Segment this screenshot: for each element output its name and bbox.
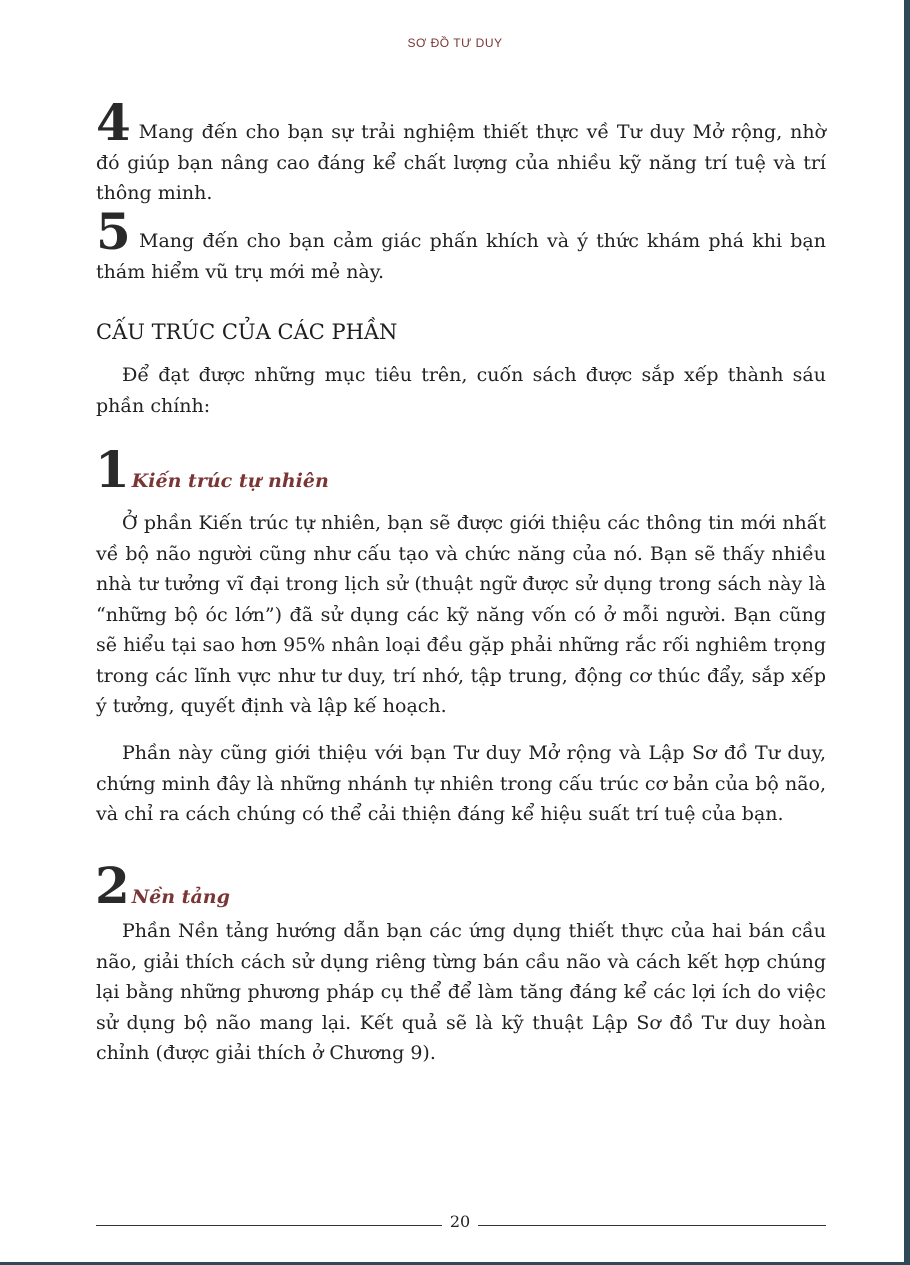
running-head: SƠ ĐỒ TƯ DUY — [407, 36, 503, 50]
page-edge-right — [904, 0, 910, 1265]
footer-rule-right — [478, 1225, 826, 1226]
page-number: 20 — [449, 1212, 471, 1231]
part-1-heading — [95, 440, 329, 499]
footer-rule-left — [96, 1225, 442, 1226]
part-1-paragraph: Ở phần Kiến trúc tự nhiên, bạn sẽ được giới thiệu các thông tin mới nhất về bộ não người cũng như cấu tạo và chức năng của nó. Bạn sẽ thấy nhiều nhà tư tưởng vĩ đại trong lịch sử (thuật ngữ được sử dụng trong sách này là “những bộ óc lớn”) đã sử dụng các kỹ năng vốn có ở mỗi người. Bạn cũng sẽ hiểu tại sao hơn 95% nhân loại đều gặp phải những rắc rối nghiêm trọng trong các lĩnh vực như tư duy, trí nhớ, tập trung, động cơ thúc đẩy, sắp xếp ý tưởng, quyết định và lập kế hoạch. — [96, 512, 826, 717]
section-intro: Để đạt được những mục tiêu trên, cuốn sách được sắp xếp thành sáu phần chính: — [96, 364, 826, 417]
part-title: Nền tảng — [131, 886, 230, 908]
goal-5 — [96, 202, 826, 287]
goal-text: Mang đến cho bạn sự trải nghiệm thiết thực về Tư duy Mở rộng, nhờ đó giúp bạn nâng cao đáng kể chất lượng của nhiều kỹ năng trí tuệ và trí thông minh. — [96, 121, 826, 204]
part-number: 2 — [95, 856, 130, 915]
part-2-paragraph: Phần Nền tảng hướng dẫn bạn các ứng dụng thiết thực của hai bán cầu não, giải thích cách sử dụng riêng từng bán cầu não và cách kết hợp chúng lại bằng những phương pháp cụ thể để làm tăng đáng kể các lợi ích do việc sử dụng bộ não mang lại. Kết quả sẽ là kỹ thuật Lập Sơ đồ Tư duy hoàn chỉnh (được giải thích ở Chương 9). — [96, 920, 826, 1064]
part-title: Kiến trúc tự nhiên — [131, 470, 329, 492]
goal-text: Mang đến cho bạn cảm giác phấn khích và ý thức khám phá khi bạn thám hiểm vũ trụ mới mẻ này. — [96, 230, 826, 283]
goal-number: 5 — [96, 202, 131, 261]
part-2-heading — [95, 856, 230, 915]
goal-4 — [96, 93, 826, 209]
section-heading: CẤU TRÚC CỦA CÁC PHẦN — [96, 320, 398, 344]
goal-number: 4 — [96, 93, 131, 152]
part-1-paragraph: Phần này cũng giới thiệu với bạn Tư duy Mở rộng và Lập Sơ đồ Tư duy, chứng minh đây là những nhánh tự nhiên trong cấu trúc cơ bản của bộ não, và chỉ ra cách chúng có thể cải thiện đáng kể hiệu suất trí tuệ của bạn. — [96, 742, 826, 825]
part-number: 1 — [95, 440, 130, 499]
